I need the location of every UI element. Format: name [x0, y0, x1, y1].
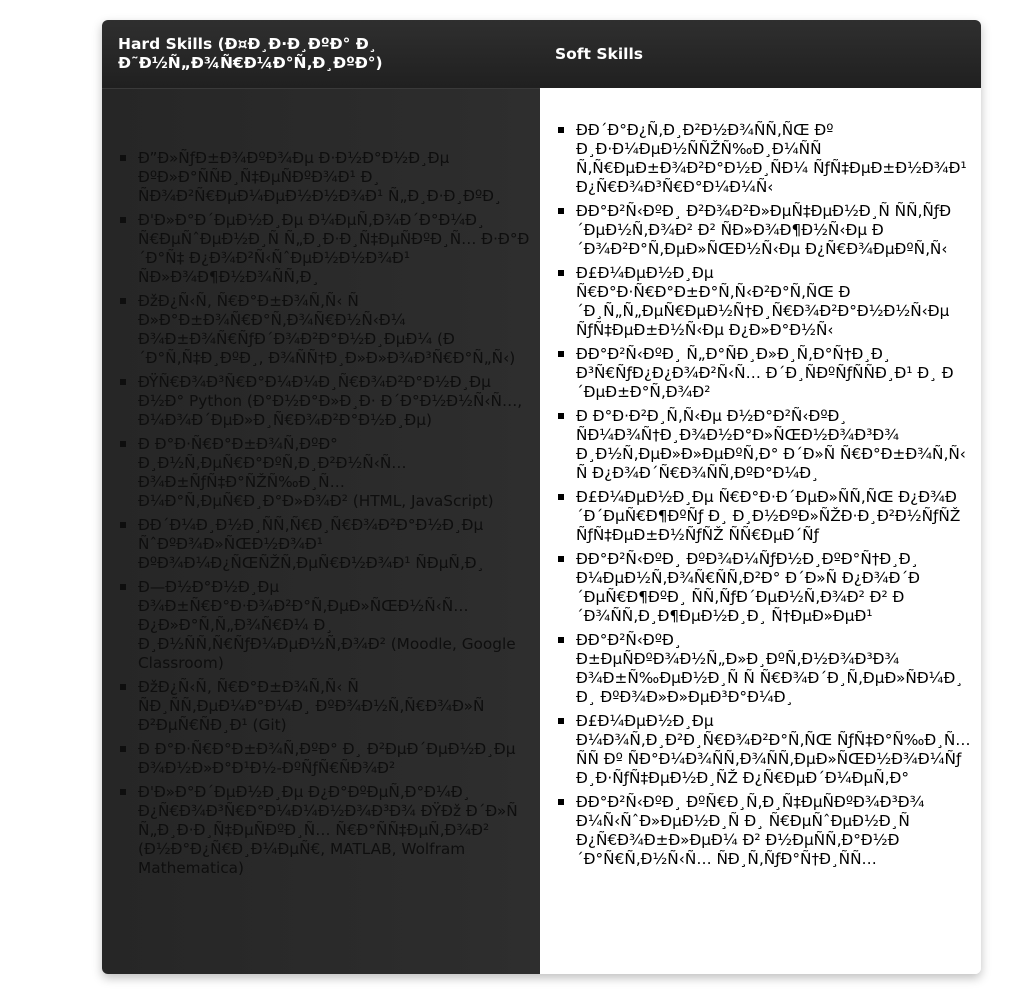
soft-skill-item: Ð£Ð¼ÐµÐ½Ð¸Ðµ Ð¼Ð¾Ñ‚Ð¸Ð²Ð¸Ñ€Ð¾Ð²Ð°Ñ‚ÑŒ ÑƒÑ‡Ð°Ñ‰Ð¸Ñ…ÑÑ Ðº ÑÐ°Ð¼Ð¾ÑÑ‚Ð¾ÑÑ‚ÐµÐ»ÑŒÐ½Ð¾Ð¼Ñƒ Ð¸Ð·ÑƒÑ‡ÐµÐ½Ð¸ÑŽ Ð¿Ñ€ÐµÐ´Ð¼ÐµÑ‚Ð° — [540, 712, 972, 788]
hard-skill-item: Ð—Ð½Ð°Ð½Ð¸Ðµ Ð¾Ð±Ñ€Ð°Ð·Ð¾Ð²Ð°Ñ‚ÐµÐ»ÑŒÐ½Ñ‹Ñ… Ð¿Ð»Ð°Ñ‚Ñ„Ð¾Ñ€Ð¼ Ð¸ Ð¸Ð½ÑÑ‚Ñ€ÑƒÐ¼ÐµÐ½Ñ‚Ð¾Ð² (Moodle, Google Classroom) — [102, 578, 532, 673]
hard-skill-item: ÐÐ´Ð¼Ð¸Ð½Ð¸ÑÑ‚Ñ€Ð¸Ñ€Ð¾Ð²Ð°Ð½Ð¸Ðµ ÑˆÐºÐ¾Ð»ÑŒÐ½Ð¾Ð¹ ÐºÐ¾Ð¼Ð¿ÑŒÑŽÑ‚ÐµÑ€Ð½Ð¾Ð¹ ÑÐµÑ‚Ð¸ — [102, 516, 532, 573]
soft-skill-item: Ð£Ð¼ÐµÐ½Ð¸Ðµ Ñ€Ð°Ð·Ñ€Ð°Ð±Ð°Ñ‚Ñ‹Ð²Ð°Ñ‚ÑŒ Ð´Ð¸Ñ„Ñ„ÐµÑ€ÐµÐ½Ñ†Ð¸Ñ€Ð¾Ð²Ð°Ð½Ð½Ñ‹Ðµ ÑƒÑ‡ÐµÐ±Ð½Ñ‹Ðµ Ð¿Ð»Ð°Ð½Ñ‹ — [540, 264, 972, 340]
soft-skills-header: Soft Skills — [555, 44, 643, 63]
soft-skill-item: ÐÐ°Ð²Ñ‹ÐºÐ¸ ÐºÐ¾Ð¼ÑƒÐ½Ð¸ÐºÐ°Ñ†Ð¸Ð¸ Ð¼ÐµÐ½Ñ‚Ð¾Ñ€ÑÑ‚Ð²Ð° Ð´Ð»Ñ Ð¿Ð¾Ð´Ð´ÐµÑ€Ð¶ÐºÐ¸ ÑÑ‚ÑƒÐ´ÐµÐ½Ñ‚Ð¾Ð² Ð² Ð´Ð¾ÑÑ‚Ð¸Ð¶ÐµÐ½Ð¸Ð¸ Ñ†ÐµÐ»ÐµÐ¹ — [540, 550, 972, 626]
soft-skill-item: ÐÐ´Ð°Ð¿Ñ‚Ð¸Ð²Ð½Ð¾ÑÑ‚ÑŒ Ðº Ð¸Ð·Ð¼ÐµÐ½ÑÑŽÑ‰Ð¸Ð¼ÑÑ Ñ‚Ñ€ÐµÐ±Ð¾Ð²Ð°Ð½Ð¸ÑÐ¼ ÑƒÑ‡ÐµÐ±Ð½Ð¾Ð¹ Ð¿Ñ€Ð¾Ð³Ñ€Ð°Ð¼Ð¼Ñ‹ — [540, 121, 972, 197]
soft-skill-item: ÐÐ°Ð²Ñ‹ÐºÐ¸ Ð²Ð¾Ð²Ð»ÐµÑ‡ÐµÐ½Ð¸Ñ ÑÑ‚ÑƒÐ´ÐµÐ½Ñ‚Ð¾Ð² Ð² ÑÐ»Ð¾Ð¶Ð½Ñ‹Ðµ Ð´Ð¾Ð²Ð°Ñ‚ÐµÐ»ÑŒÐ½Ñ‹Ðµ Ð¿Ñ€Ð¾ÐµÐºÑ‚Ñ‹ — [540, 202, 972, 259]
soft-skill-item: ÐÐ°Ð²Ñ‹ÐºÐ¸ Ð±ÐµÑÐºÐ¾Ð½Ñ„Ð»Ð¸ÐºÑ‚Ð½Ð¾Ð³Ð¾ Ð¾Ð±Ñ‰ÐµÐ½Ð¸Ñ Ñ Ñ€Ð¾Ð´Ð¸Ñ‚ÐµÐ»ÑÐ¼Ð¸ Ð¸ ÐºÐ¾Ð»Ð»ÐµÐ³Ð°Ð¼Ð¸ — [540, 631, 972, 707]
hard-skill-item: ÐžÐ¿Ñ‹Ñ‚ Ñ€Ð°Ð±Ð¾Ñ‚Ñ‹ Ñ ÑÐ¸ÑÑ‚ÐµÐ¼Ð°Ð¼Ð¸ ÐºÐ¾Ð½Ñ‚Ñ€Ð¾Ð»Ñ Ð²ÐµÑ€ÑÐ¸Ð¹ (Git) — [102, 678, 532, 735]
skills-table — [102, 20, 981, 974]
hard-skill-item: ÐŸÑ€Ð¾Ð³Ñ€Ð°Ð¼Ð¼Ð¸Ñ€Ð¾Ð²Ð°Ð½Ð¸Ðµ Ð½Ð° Python (Ð°Ð½Ð°Ð»Ð¸Ð· Ð´Ð°Ð½Ð½Ñ‹Ñ…, Ð¼Ð¾Ð´ÐµÐ»Ð¸Ñ€Ð¾Ð²Ð°Ð½Ð¸Ðµ) — [102, 373, 532, 430]
table-header — [102, 20, 981, 88]
soft-skills-column — [540, 88, 981, 974]
hard-skills-list — [102, 149, 532, 883]
soft-skill-item: Ð Ð°Ð·Ð²Ð¸Ñ‚Ñ‹Ðµ Ð½Ð°Ð²Ñ‹ÐºÐ¸ ÑÐ¼Ð¾Ñ†Ð¸Ð¾Ð½Ð°Ð»ÑŒÐ½Ð¾Ð³Ð¾ Ð¸Ð½Ñ‚ÐµÐ»Ð»ÐµÐºÑ‚Ð° Ð´Ð»Ñ Ñ€Ð°Ð±Ð¾Ñ‚Ñ‹ Ñ Ð¿Ð¾Ð´Ñ€Ð¾ÑÑ‚ÐºÐ°Ð¼Ð¸ — [540, 407, 972, 483]
soft-skill-item: ÐÐ°Ð²Ñ‹ÐºÐ¸ Ñ„Ð°ÑÐ¸Ð»Ð¸Ñ‚Ð°Ñ†Ð¸Ð¸ Ð³Ñ€ÑƒÐ¿Ð¿Ð¾Ð²Ñ‹Ñ… Ð´Ð¸ÑÐºÑƒÑÑÐ¸Ð¹ Ð¸ Ð´ÐµÐ±Ð°Ñ‚Ð¾Ð² — [540, 345, 972, 402]
hard-skill-item: ÐžÐ¿Ñ‹Ñ‚ Ñ€Ð°Ð±Ð¾Ñ‚Ñ‹ Ñ Ð»Ð°Ð±Ð¾Ñ€Ð°Ñ‚Ð¾Ñ€Ð½Ñ‹Ð¼ Ð¾Ð±Ð¾Ñ€ÑƒÐ´Ð¾Ð²Ð°Ð½Ð¸ÐµÐ¼ (Ð´Ð°Ñ‚Ñ‡Ð¸ÐºÐ¸, Ð¾ÑÑ†Ð¸Ð»Ð»Ð¾Ð³Ñ€Ð°Ñ„Ñ‹) — [102, 292, 532, 368]
hard-skill-item: Ð'Ð»Ð°Ð´ÐµÐ½Ð¸Ðµ Ð¿Ð°ÐºÐµÑ‚Ð°Ð¼Ð¸ Ð¿Ñ€Ð¾Ð³Ñ€Ð°Ð¼Ð¼Ð½Ð¾Ð³Ð¾ ÐŸÐž Ð´Ð»Ñ Ñ„Ð¸Ð·Ð¸Ñ‡ÐµÑÐºÐ¸Ñ… Ñ€Ð°ÑÑ‡ÐµÑ‚Ð¾Ð² (Ð½Ð°Ð¿Ñ€Ð¸Ð¼ÐµÑ€, MATLAB, Wolfram Mathematica) — [102, 783, 532, 878]
hard-skill-item: Ð”Ð»ÑƒÐ±Ð¾ÐºÐ¾Ðµ Ð·Ð½Ð°Ð½Ð¸Ðµ ÐºÐ»Ð°ÑÑÐ¸Ñ‡ÐµÑÐºÐ¾Ð¹ Ð¸ ÑÐ¾Ð²Ñ€ÐµÐ¼ÐµÐ½Ð½Ð¾Ð¹ Ñ„Ð¸Ð·Ð¸ÐºÐ¸ — [102, 149, 532, 206]
soft-skill-item: Ð£Ð¼ÐµÐ½Ð¸Ðµ Ñ€Ð°Ð·Ð´ÐµÐ»ÑÑ‚ÑŒ Ð¿Ð¾Ð´Ð´ÐµÑ€Ð¶ÐºÑƒ Ð¸ Ð¸Ð½ÐºÐ»ÑŽÐ·Ð¸Ð²Ð½ÑƒÑŽ ÑƒÑ‡ÐµÐ±Ð½ÑƒÑŽ ÑÑ€ÐµÐ´Ñƒ — [540, 488, 972, 545]
soft-skill-item: ÐÐ°Ð²Ñ‹ÐºÐ¸ ÐºÑ€Ð¸Ñ‚Ð¸Ñ‡ÐµÑÐºÐ¾Ð³Ð¾ Ð¼Ñ‹ÑˆÐ»ÐµÐ½Ð¸Ñ Ð¸ Ñ€ÐµÑˆÐµÐ½Ð¸Ñ Ð¿Ñ€Ð¾Ð±Ð»ÐµÐ¼ Ð² Ð½ÐµÑÑ‚Ð°Ð½Ð´Ð°Ñ€Ñ‚Ð½Ñ‹Ñ… ÑÐ¸Ñ‚ÑƒÐ°Ñ†Ð¸ÑÑ… — [540, 793, 972, 869]
hard-skills-column — [102, 88, 540, 974]
hard-skill-item: Ð Ð°Ð·Ñ€Ð°Ð±Ð¾Ñ‚ÐºÐ° Ð¸Ð½Ñ‚ÐµÑ€Ð°ÐºÑ‚Ð¸Ð²Ð½Ñ‹Ñ… Ð¾Ð±ÑƒÑ‡Ð°ÑŽÑ‰Ð¸Ñ… Ð¼Ð°Ñ‚ÐµÑ€Ð¸Ð°Ð»Ð¾Ð² (HTML, JavaScript) — [102, 435, 532, 511]
hard-skill-item: Ð'Ð»Ð°Ð´ÐµÐ½Ð¸Ðµ Ð¼ÐµÑ‚Ð¾Ð´Ð°Ð¼Ð¸ Ñ€ÐµÑˆÐµÐ½Ð¸Ñ Ñ„Ð¸Ð·Ð¸Ñ‡ÐµÑÐºÐ¸Ñ… Ð·Ð°Ð´Ð°Ñ‡ Ð¿Ð¾Ð²Ñ‹ÑˆÐµÐ½Ð½Ð¾Ð¹ ÑÐ»Ð¾Ð¶Ð½Ð¾ÑÑ‚Ð¸ — [102, 211, 532, 287]
hard-skill-item: Ð Ð°Ð·Ñ€Ð°Ð±Ð¾Ñ‚ÐºÐ° Ð¸ Ð²ÐµÐ´ÐµÐ½Ð¸Ðµ Ð¾Ð½Ð»Ð°Ð¹Ð½-ÐºÑƒÑ€ÑÐ¾Ð² — [102, 740, 532, 778]
soft-skills-list — [540, 121, 972, 874]
hard-skills-header: Hard Skills (Ð¤Ð¸Ð·Ð¸ÐºÐ° Ð¸ Ð˜Ð½Ñ„Ð¾Ñ€Ð¼Ð°Ñ‚Ð¸ÐºÐ°) — [118, 35, 383, 72]
